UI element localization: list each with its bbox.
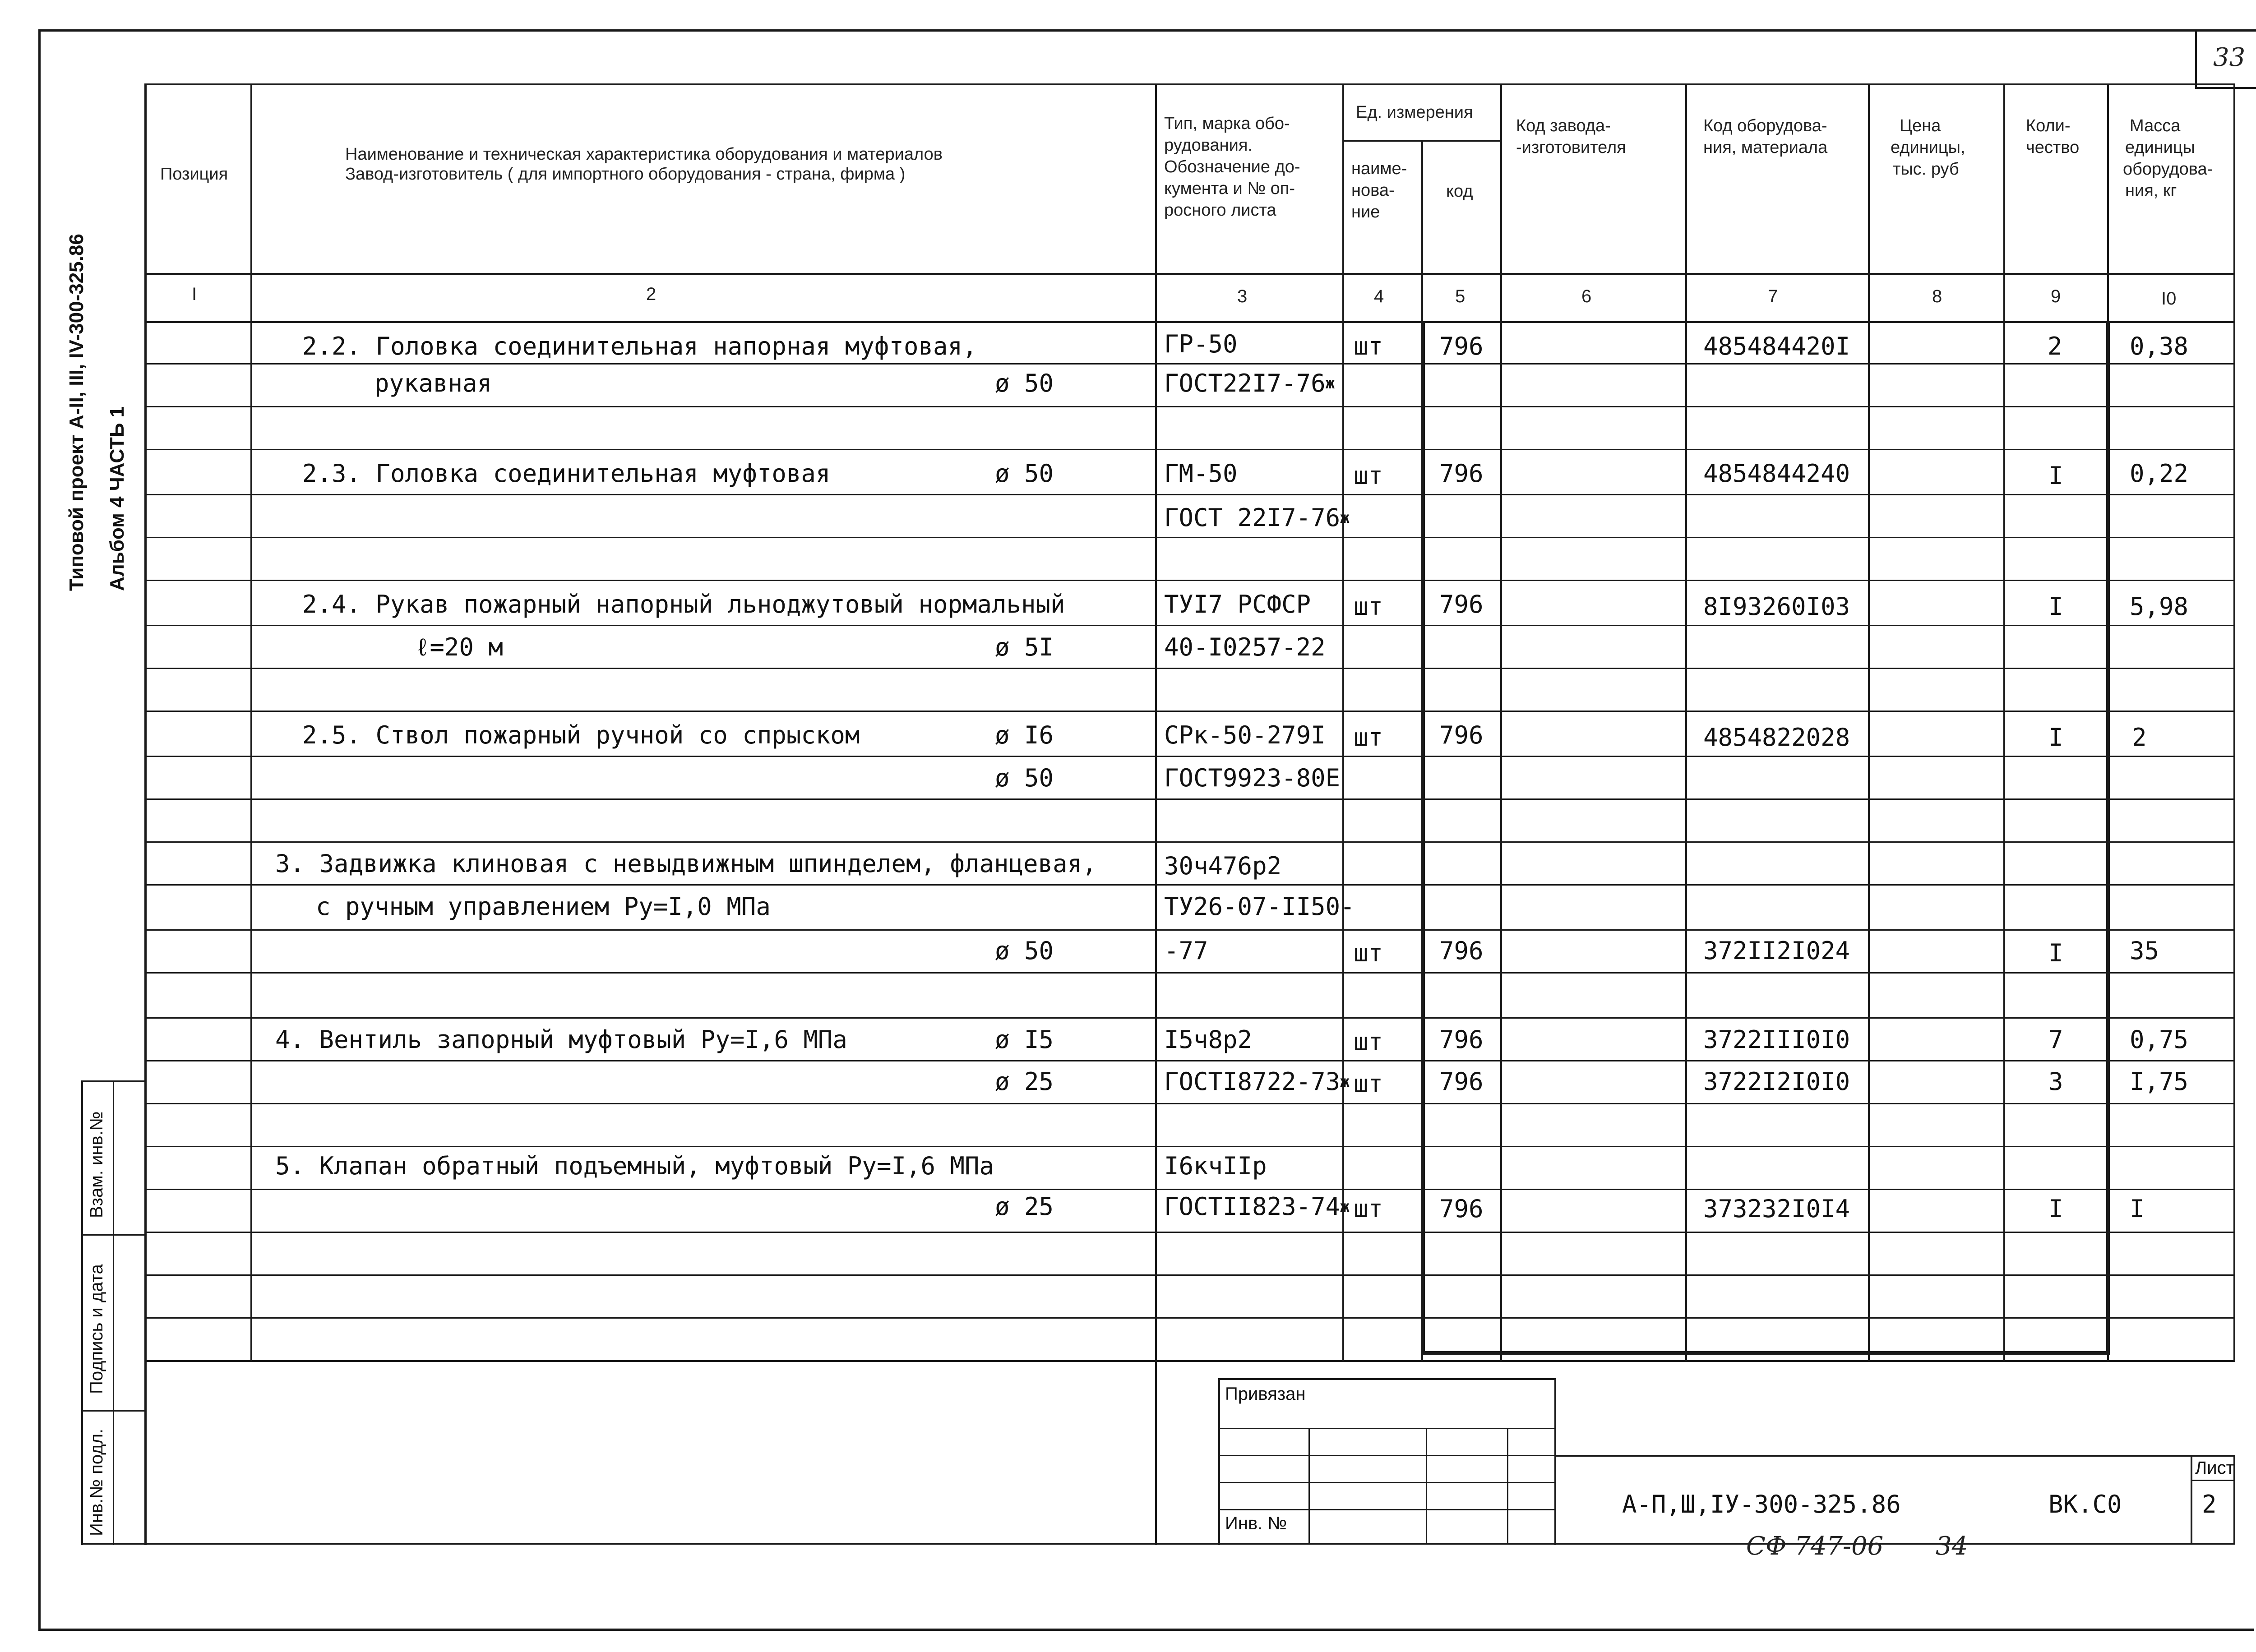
- row-line: [144, 756, 2233, 757]
- header-qty-l2: чество: [2026, 138, 2080, 157]
- list-number: 2: [2202, 1490, 2217, 1518]
- stamp-box-h4: [1218, 1509, 1554, 1510]
- table-bottom: [144, 1360, 2235, 1362]
- row-unit: шт: [1354, 592, 1383, 621]
- row-code: 796: [1439, 721, 1484, 749]
- row-type: ГОСТ $22I7-76^ж$: [1164, 503, 1350, 532]
- page-box-left: [2195, 29, 2197, 88]
- title-block-top: [1554, 1455, 2233, 1457]
- handwritten-page: 34: [1936, 1532, 1968, 1561]
- header-name-l2: Завод-изготовитель ( для импортного оборудования - страна, фирма ): [345, 165, 906, 184]
- row-qty: I: [2048, 1195, 2063, 1223]
- page-number-top: 33: [2213, 43, 2246, 72]
- row-line: [144, 1232, 2233, 1233]
- header-factory-l2: -изготовителя: [1516, 138, 1626, 157]
- header-unit-l3: ние: [1351, 203, 1380, 221]
- col-num-3: 3: [1237, 286, 1248, 306]
- row-line: [144, 884, 2233, 886]
- header-type-l4: кумента и № оп-: [1164, 179, 1295, 198]
- col-num-4: 4: [1374, 286, 1384, 306]
- header-factory-l1: Код завода-: [1516, 116, 1611, 135]
- table-left: [144, 83, 147, 1545]
- header-position: Позиция: [160, 165, 228, 184]
- row-name: 2.3. Головка соединительная муфтовая: [302, 459, 831, 488]
- row-unit: шт: [1354, 1070, 1383, 1098]
- row-type: ГМ-50: [1164, 459, 1238, 488]
- col-line-7: [1868, 83, 1870, 1360]
- row-diameter: ø 25: [995, 1067, 1054, 1096]
- header-price-l2: единицы,: [1891, 138, 1965, 157]
- row-qty: 3: [2048, 1067, 2063, 1096]
- row-unit: шт: [1354, 461, 1383, 490]
- row-line: [144, 406, 2233, 407]
- row-code: 796: [1439, 590, 1484, 618]
- header-unit-l1: наиме-: [1351, 159, 1407, 178]
- row-line: [144, 363, 2233, 365]
- row-type: ТУI7 РСФСР: [1164, 590, 1311, 618]
- header-type-l1: Тип, марка обо-: [1164, 114, 1290, 133]
- row-type: ГР-50: [1164, 330, 1238, 358]
- row-qty: I: [2048, 461, 2063, 490]
- bold-right: [2106, 321, 2110, 1354]
- row-mass: 2: [2132, 723, 2147, 752]
- row-line: [144, 1017, 2233, 1019]
- row-mass: 0,38: [2130, 332, 2189, 360]
- row-mass: 0,75: [2130, 1025, 2189, 1054]
- row-code: 796: [1439, 459, 1484, 488]
- stamp-col-left: [81, 1080, 83, 1545]
- header-code: код: [1446, 182, 1473, 201]
- row-type: 30ч476р2: [1164, 852, 1282, 880]
- ed-izm-divider: [1342, 140, 1500, 142]
- header-bottom: [144, 273, 2233, 275]
- bold-left: [1421, 321, 1425, 1354]
- row-diameter: ø 50: [995, 369, 1054, 397]
- row-line: [144, 1274, 2233, 1276]
- row-name: 2.4. Рукав пожарный напорный льноджутовый нормальный: [302, 590, 1065, 618]
- row-line: [144, 668, 2233, 669]
- row-matcode: 4854822028: [1703, 723, 1850, 752]
- row-type: -77: [1164, 937, 1208, 965]
- col-num-2: 2: [646, 284, 656, 304]
- outer-frame-top: [38, 29, 2256, 32]
- header-name-l1: Наименование и техническая характеристика оборудования и материалов: [345, 145, 943, 164]
- row-type: ГОСТ9923-80Е: [1164, 764, 1341, 792]
- row-mass: 0,22: [2130, 459, 2189, 488]
- row-unit: шт: [1354, 723, 1383, 752]
- row-matcode: 4854844240: [1703, 459, 1850, 488]
- col-line-3: [1342, 83, 1344, 1360]
- table-right: [2233, 83, 2235, 1360]
- row-type: I5ч8р2: [1164, 1025, 1253, 1054]
- outer-frame-bottom: [38, 1629, 2254, 1631]
- col-line-5: [1500, 83, 1502, 1360]
- row-type: $ГОСТI8722-73^ж$: [1164, 1067, 1350, 1096]
- row-matcode: 8I93260I03: [1703, 592, 1850, 621]
- stamp-box-h1: [1218, 1428, 1554, 1429]
- row-name: ℓ=20 м: [415, 633, 503, 661]
- col-line-6: [1685, 83, 1687, 1360]
- stamp-inv-no: Инв. №: [1225, 1514, 1287, 1533]
- stamp-box-left: [1218, 1378, 1220, 1545]
- row-name: 2.5. Ствол пожарный ручной со спрыском: [302, 721, 860, 749]
- row-type: 40-I0257-22: [1164, 633, 1326, 661]
- row-type: $ГОСТII823-74^ж$: [1164, 1192, 1350, 1221]
- stamp-col-mid: [113, 1080, 114, 1545]
- row-name: 2.2. Головка соединительная напорная муфтовая,: [302, 332, 977, 360]
- row-line: [144, 625, 2233, 626]
- header-type-l5: росного листа: [1164, 201, 1276, 220]
- row-line: [144, 1103, 2233, 1104]
- header-mass-l3: оборудова-: [2123, 160, 2213, 179]
- header-mass-l4: ния, кг: [2125, 181, 2177, 200]
- stamp-inv: Инв.№ подл.: [87, 1428, 106, 1536]
- stamp-vzam: Взам. инв.№: [87, 1111, 106, 1218]
- header-type-l2: рудования.: [1164, 136, 1253, 155]
- header-qty-l1: Коли-: [2026, 116, 2071, 135]
- row-qty: 2: [2048, 332, 2062, 360]
- row-mass: I: [2130, 1195, 2145, 1223]
- row-matcode: 3722I2I0I0: [1703, 1067, 1850, 1096]
- col-num-9: 9: [2051, 286, 2061, 306]
- row-name: 4. Вентиль запорный муфтовый Ру=I,6 МПа: [275, 1025, 847, 1054]
- page-box-bottom: [2195, 87, 2256, 89]
- sheet-code: ВК.С0: [2048, 1490, 2122, 1518]
- row-line: [144, 1146, 2233, 1147]
- header-mass-l2: единицы: [2125, 138, 2195, 157]
- side-title-project: Типовой проект А-II, III, IV-300-325.86: [65, 234, 88, 591]
- row-matcode: 373232I0I4: [1703, 1195, 1850, 1223]
- row-diameter: ø 5I: [995, 633, 1054, 661]
- row-qty: I: [2048, 592, 2063, 621]
- row-line: [144, 537, 2233, 538]
- row-code: 796: [1439, 332, 1484, 360]
- header-unit-l2: нова-: [1351, 181, 1395, 200]
- row-name: с ручным управлением Ру=I,0 МПа: [316, 892, 771, 921]
- row-unit: шт: [1354, 1028, 1383, 1056]
- row-qty: 7: [2048, 1025, 2063, 1054]
- col-num-10: I0: [2161, 289, 2177, 309]
- row-type: ТУ26-07-II50-: [1164, 892, 1355, 921]
- row-qty: I: [2048, 939, 2063, 967]
- row-matcode: 485484420I: [1703, 332, 1850, 360]
- stamp-box-v2: [1426, 1428, 1427, 1543]
- row-type: $ГОСТ22I7-76^ж$: [1164, 369, 1335, 397]
- row-type: СРк-50-279I: [1164, 721, 1326, 749]
- row-line: [144, 1317, 2233, 1319]
- row-diameter: ø I6: [995, 721, 1054, 749]
- row-line: [144, 972, 2233, 974]
- handwritten-code: СФ 747-06: [1746, 1532, 1884, 1561]
- row-matcode: 372II2I024: [1703, 937, 1850, 965]
- col-line-2: [1155, 83, 1157, 1545]
- row-name: 3. Задвижка клиновая с невыдвижным шпинделем, фланцевая,: [275, 849, 1097, 878]
- col-line-1: [250, 83, 252, 1360]
- row-code: 796: [1439, 1025, 1484, 1054]
- row-diameter: ø 25: [995, 1192, 1054, 1221]
- stamp-box-right: [1554, 1378, 1556, 1545]
- row-line: [144, 449, 2233, 450]
- row-line: [144, 798, 2233, 800]
- col-num-8: 8: [1932, 286, 1942, 306]
- outer-frame-left: [38, 29, 41, 1631]
- header-ed-izm: Ед. измерения: [1356, 103, 1473, 122]
- row-type: I6кчIIр: [1164, 1152, 1267, 1180]
- colnum-bottom: [144, 321, 2233, 323]
- row-mass: I,75: [2130, 1067, 2189, 1096]
- sheet-bottom: [144, 1543, 2235, 1545]
- bold-bottom: [1421, 1351, 2110, 1355]
- row-name: рукавная: [374, 369, 492, 397]
- doc-code: А-П,Ш,IУ-300-325.86: [1622, 1490, 1901, 1518]
- col-num-1: I: [192, 284, 197, 304]
- row-mass: 35: [2130, 937, 2159, 965]
- row-line: [144, 580, 2233, 581]
- row-diameter: ø 50: [995, 937, 1054, 965]
- col-num-5: 5: [1455, 286, 1465, 306]
- header-type-l3: Обозначение до-: [1164, 157, 1300, 176]
- row-diameter: ø I5: [995, 1025, 1054, 1054]
- row-line: [144, 841, 2233, 843]
- row-code: 796: [1439, 1195, 1484, 1223]
- row-line: [144, 929, 2233, 931]
- row-unit: шт: [1354, 332, 1383, 360]
- row-code: 796: [1439, 1067, 1484, 1096]
- row-line: [144, 711, 2233, 712]
- stamp-box-top: [1218, 1378, 1554, 1380]
- stamp-box-h3: [1218, 1482, 1554, 1483]
- col-num-7: 7: [1768, 286, 1778, 306]
- list-label: Лист: [2195, 1458, 2234, 1478]
- side-title-album: Альбом 4 ЧАСТЬ 1: [106, 406, 128, 591]
- stamp-privyazan: Привязан: [1225, 1384, 1306, 1404]
- row-line: [144, 1189, 2233, 1190]
- header-matcode-l2: ния, материала: [1703, 138, 1828, 157]
- row-diameter: ø 50: [995, 459, 1054, 488]
- header-price-l3: тыс. руб: [1893, 160, 1959, 179]
- stamp-box-v1: [1308, 1428, 1310, 1543]
- row-name: 5. Клапан обратный подъемный, муфтовый Ру=I,6 МПа: [275, 1152, 994, 1180]
- list-box-div: [2191, 1480, 2233, 1481]
- row-line: [144, 1060, 2233, 1061]
- row-unit: шт: [1354, 939, 1383, 967]
- row-matcode: 3722III0I0: [1703, 1025, 1850, 1054]
- header-price-l1: Цена: [1900, 116, 1941, 135]
- stamp-box-v3: [1507, 1428, 1508, 1543]
- list-box-left: [2191, 1455, 2192, 1543]
- stamp-podpis: Подпись и дата: [87, 1264, 106, 1394]
- header-matcode-l1: Код оборудова-: [1703, 116, 1827, 135]
- col-num-6: 6: [1581, 286, 1592, 306]
- row-unit: шт: [1354, 1195, 1383, 1223]
- header-mass-l1: Масса: [2130, 116, 2181, 135]
- row-diameter: ø 50: [995, 764, 1054, 792]
- col-line-8: [2003, 83, 2005, 1360]
- row-mass: 5,98: [2130, 592, 2189, 621]
- row-qty: I: [2048, 723, 2063, 752]
- stamp-box-h2: [1218, 1455, 1554, 1456]
- row-line: [144, 494, 2233, 495]
- row-code: 796: [1439, 937, 1484, 965]
- table-top: [144, 83, 2233, 85]
